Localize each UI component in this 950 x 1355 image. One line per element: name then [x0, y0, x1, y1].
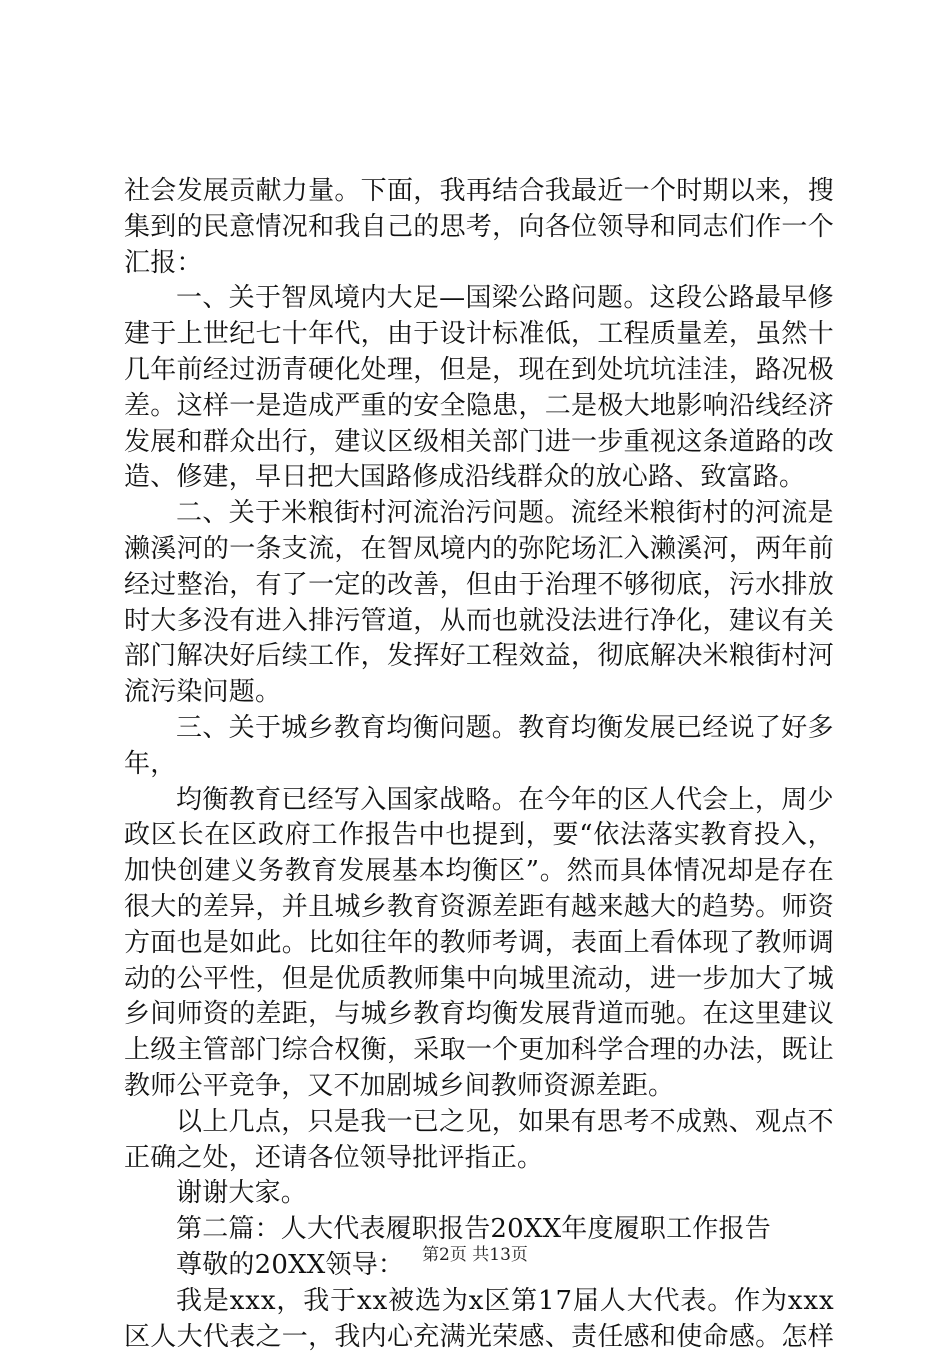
- text-line: 三 、 关 于 城 乡 教 育 均 衡 问 题 。 教 育 均 衡 发 展 已 经 说 了 好 多: [124, 711, 834, 747]
- text-line: 谢谢大家。: [124, 1176, 834, 1212]
- document-body: [124, 174, 834, 1355]
- text-line: 差 。 这 样 一 是 造 成 严 重 的 安 全 隐 患 ， 二 是 极 大 地 影 响 沿 线 经 济: [124, 389, 834, 425]
- text-line: 社 会 发 展 贡 献 力 量 。 下 面 ， 我 再 结 合 我 最 近 一 个 时 期 以 来 ， 搜: [124, 174, 834, 210]
- text-line: 部 门 解 决 好 后 续 工 作 ， 发 挥 好 工 程 效 益 ， 彻 底 解 决 米 粮 街 村 河: [124, 639, 834, 675]
- text-line: 一 、 关 于 智 凤 境 内 大 足 — 国 梁 公 路 问 题 。 这 段 公 路 最 早 修: [124, 281, 834, 317]
- text-line: 加 快 创 建 义 务 教 育 发 展 基 本 均 衡 区 ” 。 然 而 具 体 情 况 却 是 存 在: [124, 854, 834, 890]
- text-line: 均 衡 教 育 已 经 写 入 国 家 战 略 。 在 今 年 的 区 人 代 会 上 ， 周 少: [124, 783, 834, 819]
- text-line: 流污染问题。: [124, 675, 834, 711]
- text-line: 上 级 主 管 部 门 综 合 权 衡 ， 采 取 一 个 更 加 科 学 合 理 的 办 法 ， 既 让: [124, 1033, 834, 1069]
- text-line: 乡 间 师 资 的 差 距 ， 与 城 乡 教 育 均 衡 发 展 背 道 而 驰 。 在 这 里 建 议: [124, 997, 834, 1033]
- text-line: 以 上 几 点 ， 只 是 我 一 已 之 见 ， 如 果 有 思 考 不 成 熟 、 观 点 不: [124, 1105, 834, 1141]
- text-line: 集 到 的 民 意 情 况 和 我 自 己 的 思 考 ， 向 各 位 领 导 和 同 志 们 作 一 个: [124, 210, 834, 246]
- text-line: 方 面 也 是 如 此 。 比 如 往 年 的 教 师 考 调 ， 表 面 上 看 体 现 了 教 师 调: [124, 926, 834, 962]
- text-line: 年，: [124, 747, 834, 783]
- text-line: 很 大 的 差 异 ， 并 且 城 乡 教 育 资 源 差 距 有 越 来 越 大 的 趋 势 。 师 资: [124, 890, 834, 926]
- text-line: 正确之处，还请各位领导批评指正。: [124, 1141, 834, 1177]
- page-footer: 第2页 共13页: [0, 1240, 950, 1265]
- text-line: 汇报：: [124, 246, 834, 282]
- text-line: 造、修建，早日把大国路修成沿线群众的放心路、致富路。: [124, 460, 834, 496]
- text-line: 教师公平竞争，又不加剧城乡间教师资源差距。: [124, 1069, 834, 1105]
- text-line: 我 是 x x x ， 我 于 x x 被 选 为 x 区 第 1 7 届 人 大 代 表 。 作 为 x x x: [124, 1284, 834, 1320]
- text-line: 经 过 整 治 ， 有 了 一 定 的 改 善 ， 但 由 于 治 理 不 够 彻 底 ， 污 水 排 放: [124, 568, 834, 604]
- text-line: 第二篇：人大代表履职报告20XX年度履职工作报告: [124, 1212, 834, 1248]
- text-line: 几 年 前 经 过 沥 青 硬 化 处 理 ， 但 是 ， 现 在 到 处 坑 坑 洼 洼 ， 路 况 极: [124, 353, 834, 389]
- text-line: 发 展 和 群 众 出 行 ， 建 议 区 级 相 关 部 门 进 一 步 重 视 这 条 道 路 的 改: [124, 425, 834, 461]
- text-line: 动 的 公 平 性 ， 但 是 优 质 教 师 集 中 向 城 里 流 动 ， 进 一 步 加 大 了 城: [124, 962, 834, 998]
- text-line: 建 于 上 世 纪 七 十 年 代 ， 由 于 设 计 标 准 低 ， 工 程 质 量 差 ， 虽 然 十: [124, 317, 834, 353]
- text-line: 二 、 关 于 米 粮 街 村 河 流 治 污 问 题 。 流 经 米 粮 街 村 的 河 流 是: [124, 496, 834, 532]
- text-line: 政 区 长 在 区 政 府 工 作 报 告 中 也 提 到 ， 要 “ 依 法 落 实 教 育 投 入 ，: [124, 818, 834, 854]
- text-line: 区 人 大 代 表 之 一 ， 我 内 心 充 满 光 荣 感 、 责 任 感 和 使 命 感 。 怎 样: [124, 1320, 834, 1355]
- text-line: 时 大 多 没 有 进 入 排 污 管 道 ， 从 而 也 就 没 法 进 行 净 化 ， 建 议 有 关: [124, 604, 834, 640]
- text-line: 濑 溪 河 的 一 条 支 流 ， 在 智 凤 境 内 的 弥 陀 场 汇 入 濑 溪 河 ， 两 年 前: [124, 532, 834, 568]
- text-line: 尊敬的20XX领导：: [124, 1248, 834, 1284]
